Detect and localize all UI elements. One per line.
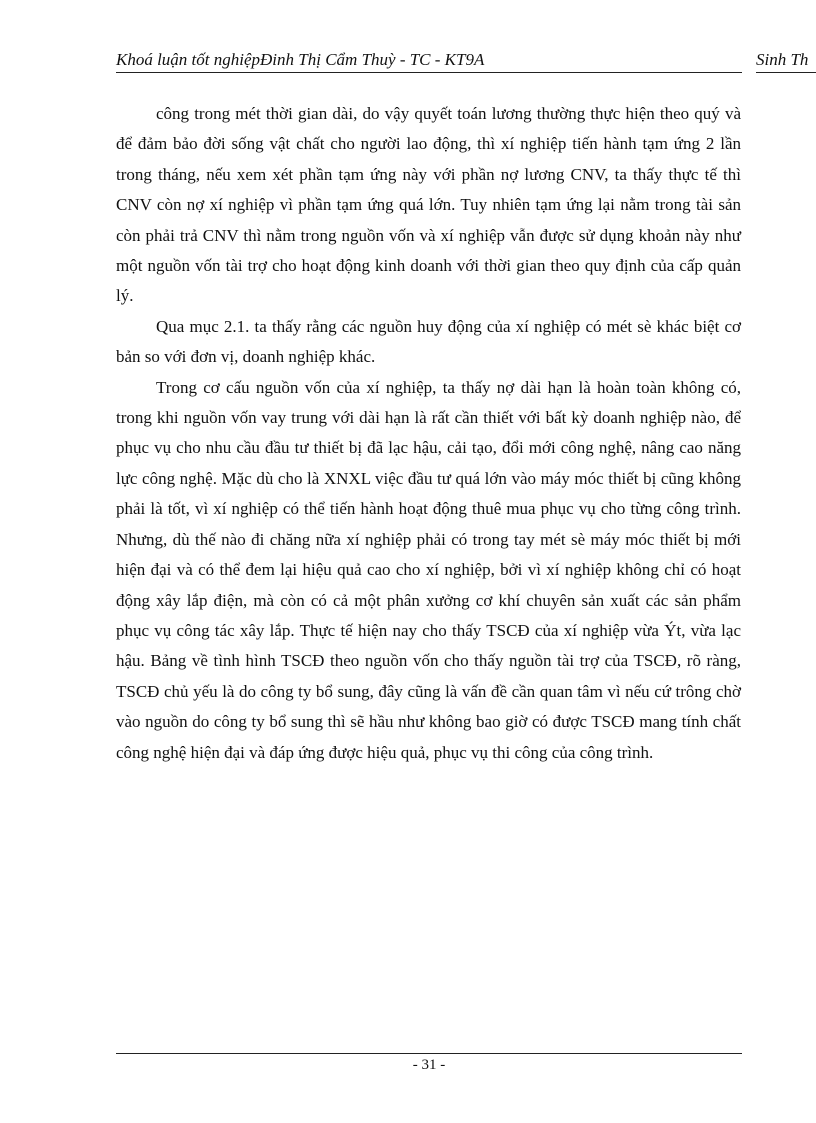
running-header-right: Sinh Th	[756, 50, 809, 69]
header-rule	[116, 72, 742, 73]
header-rule-right	[756, 72, 816, 73]
footer-rule	[116, 1053, 742, 1054]
paragraph-3: Trong cơ cấu nguồn vốn của xí nghiệp, ta thấy nợ dài hạn là hoàn toàn không có, trong khi nguồn vốn vay trung với dài hạn là rất cần thiết với bất kỳ doanh nghiệp nào, để phục vụ cho nhu cầu đầu tư thiết bị đã lạc hậu, cải tạo, đổi mới công nghệ, nâng cao năng lực công nghệ. Mặc dù cho là XNXL việc đầu tư quá lớn vào máy móc thiết bị cũng không phải là tốt, vì xí nghiệp có thể tiến hành hoạt động thuê mua phục vụ cho từng công trình. Nhưng, dù thế nào đi chăng nữa xí nghiệp phải có trong tay mét sè máy móc thiết bị mới hiện đại và có thể đem lại hiệu quả cao cho xí nghiệp, bởi vì xí nghiệp không chỉ có hoạt động xây lắp điện, mà còn có cả một phân xưởng cơ khí chuyên sản xuất các sản phẩm phục vụ công tác xây lắp. Thực tế hiện nay cho thấy TSCĐ của xí nghiệp vừa Ýt, vừa lạc hậu. Bảng về tình hình TSCĐ theo nguồn vốn cho thấy nguồn tài trợ của TSCĐ, rõ ràng, TSCĐ chủ yếu là do công ty bổ sung, đây cũng là vấn đề cần quan tâm vì nếu cứ trông chờ vào nguồn do công ty bổ sung thì sẽ hầu như không bao giờ có được TSCĐ mang tính chất công nghệ hiện đại và đáp ứng được hiệu quả, phục vụ thi công của công trình.	[116, 377, 741, 762]
running-header-title: Khoá luận tốt nghiệpĐinh Thị Cẩm Thuỳ - TC - KT9A	[116, 50, 485, 69]
paragraph-2: Qua mục 2.1. ta thấy rằng các nguồn huy động của xí nghiệp có mét sè khác biệt cơ bản so với đơn vị, doanh nghiệp khác.	[116, 316, 741, 367]
page-body	[116, 99, 741, 768]
paragraph-1: công trong mét thời gian dài, do vậy quyết toán lương thường thực hiện theo quý và để đảm bảo đời sống vật chất cho người lao động, thì xí nghiệp tiến hành tạm ứng 2 lần trong tháng, nếu xem xét phần tạm ứng này với phần nợ lương CNV, ta thấy thực tế thì CNV còn nợ xí nghiệp vì phần tạm ứng quá lớn. Tuy nhiên tạm ứng lại nằm trong tài sản còn phải trả CNV thì nằm trong nguồn vốn và xí nghiệp vẫn được sử dụng khoản này như một nguồn vốn tài trợ cho hoạt động kinh doanh với thời gian theo quy định của cấp quản lý.	[116, 104, 741, 306]
page-number: - 31 -	[412, 1057, 446, 1073]
